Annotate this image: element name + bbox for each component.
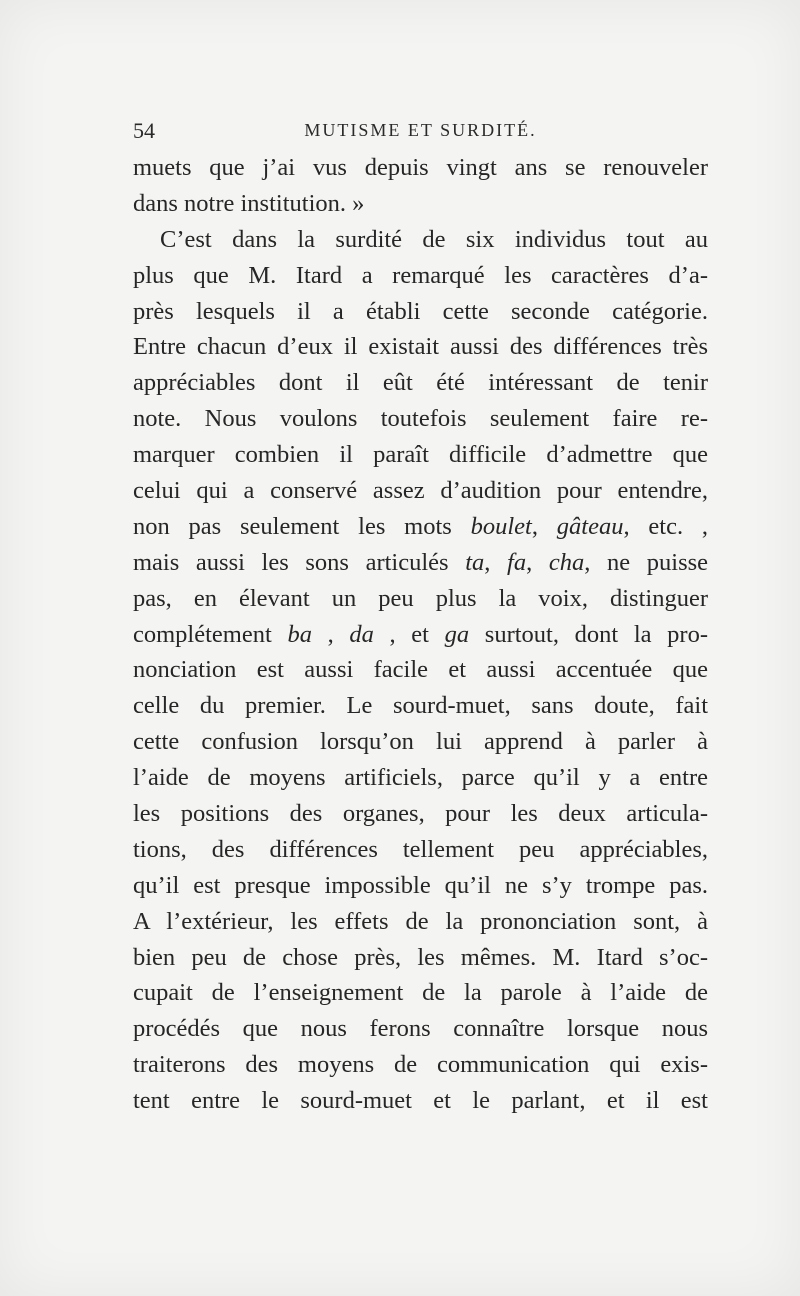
italic-word: boulet — [470, 512, 532, 540]
italic-word: ba — [287, 620, 312, 648]
text-line — [133, 904, 708, 940]
text-run: nonciation est aussi facile et aussi accentuée que — [133, 656, 708, 684]
text-run: près lesquels il a établi cette seconde catégorie. — [133, 297, 708, 325]
text-run: muets que j’ai vus depuis vingt ans se renouveler — [133, 154, 708, 181]
text-line — [133, 1011, 708, 1047]
text-line — [133, 617, 708, 653]
text-line — [133, 832, 708, 868]
text-run: , — [526, 548, 549, 576]
text-line — [133, 868, 708, 904]
text-run: cette confusion lorsqu’on lui apprend à parler à — [133, 728, 708, 756]
text-run: Entre chacun d’eux il existait aussi des différences très — [133, 333, 708, 361]
italic-word: cha — [548, 548, 585, 576]
text-run: , — [531, 512, 557, 540]
text-run: cupait de l’enseignement de la parole à l’aide de — [133, 979, 708, 1007]
text-run: qu’il est presque impossible qu’il ne s’y trompe pas. — [133, 871, 708, 899]
text-line — [133, 545, 708, 581]
text-run: , ne puisse — [584, 548, 709, 576]
text-run: mais aussi les sons articulés — [133, 548, 466, 576]
text-line — [133, 975, 708, 1011]
italic-word: ta — [465, 548, 485, 576]
text-line — [133, 760, 708, 796]
italic-word: da — [349, 620, 374, 648]
text-line — [133, 294, 708, 330]
text-run: , et — [373, 620, 445, 648]
text-line — [133, 1047, 708, 1083]
running-head: MUTISME ET SURDITÉ. — [304, 120, 537, 140]
text-run: note. Nous voulons toutefois seulement faire re- — [133, 405, 708, 433]
text-line — [133, 437, 708, 473]
text-run: tent entre le sourd-muet et le parlant, et il est — [133, 1087, 708, 1115]
text-line — [133, 652, 708, 688]
text-line — [133, 365, 708, 401]
text-run: C’est dans la surdité de six individus tout au — [160, 225, 708, 253]
text-run: non pas seulement les mots — [133, 512, 471, 540]
page-header — [133, 118, 708, 148]
page-number: 54 — [133, 118, 155, 143]
italic-word: gâteau — [556, 512, 624, 540]
text-line — [133, 473, 708, 509]
text-run: , etc. , — [623, 512, 709, 540]
text-run: bien peu de chose près, les mêmes. M. Itard s’oc- — [133, 943, 708, 971]
text-line — [133, 724, 708, 760]
text-run: surtout, dont la pro- — [469, 620, 708, 648]
text-run: les positions des organes, pour les deux articula- — [133, 800, 708, 828]
text-line — [133, 1083, 708, 1119]
text-line — [133, 509, 708, 545]
text-line — [133, 688, 708, 724]
text-line — [133, 940, 708, 976]
italic-word: fa — [507, 548, 527, 576]
text-line — [133, 329, 708, 365]
text-run: complétement — [133, 620, 288, 648]
text-run: dans notre institution. » — [133, 189, 365, 217]
text-line — [133, 150, 708, 186]
text-run: , — [311, 620, 350, 648]
text-run: pas, en élevant un peu plus la voix, distinguer — [133, 584, 708, 612]
text-run: celle du premier. Le sourd-muet, sans doute, fait — [133, 692, 708, 720]
text-line — [133, 222, 708, 258]
text-run: traiterons des moyens de communication qui exis- — [133, 1051, 708, 1079]
text-run: l’aide de moyens artificiels, parce qu’il y a entre — [133, 764, 708, 792]
text-run: appréciables dont il eût été intéressant de tenir — [133, 369, 708, 397]
text-run: tions, des différences tellement peu appréciables, — [133, 835, 708, 863]
text-line — [133, 581, 708, 617]
text-run: procédés que nous ferons connaître lorsque nous — [133, 1015, 708, 1043]
text-run: A l’extérieur, les effets de la prononciation sont, à — [133, 907, 708, 935]
text-line — [133, 796, 708, 832]
italic-word: ga — [444, 620, 470, 648]
text-line — [133, 401, 708, 437]
text-run: , — [484, 548, 508, 576]
text-run: plus que M. Itard a remarqué les caractères d’a- — [133, 261, 708, 289]
text-run: celui qui a conservé assez d’audition pour entendre, — [133, 477, 708, 505]
body-text — [133, 150, 708, 1119]
text-line — [133, 258, 708, 294]
text-line — [133, 186, 708, 222]
text-run: marquer combien il paraît difficile d’admettre que — [133, 441, 708, 469]
